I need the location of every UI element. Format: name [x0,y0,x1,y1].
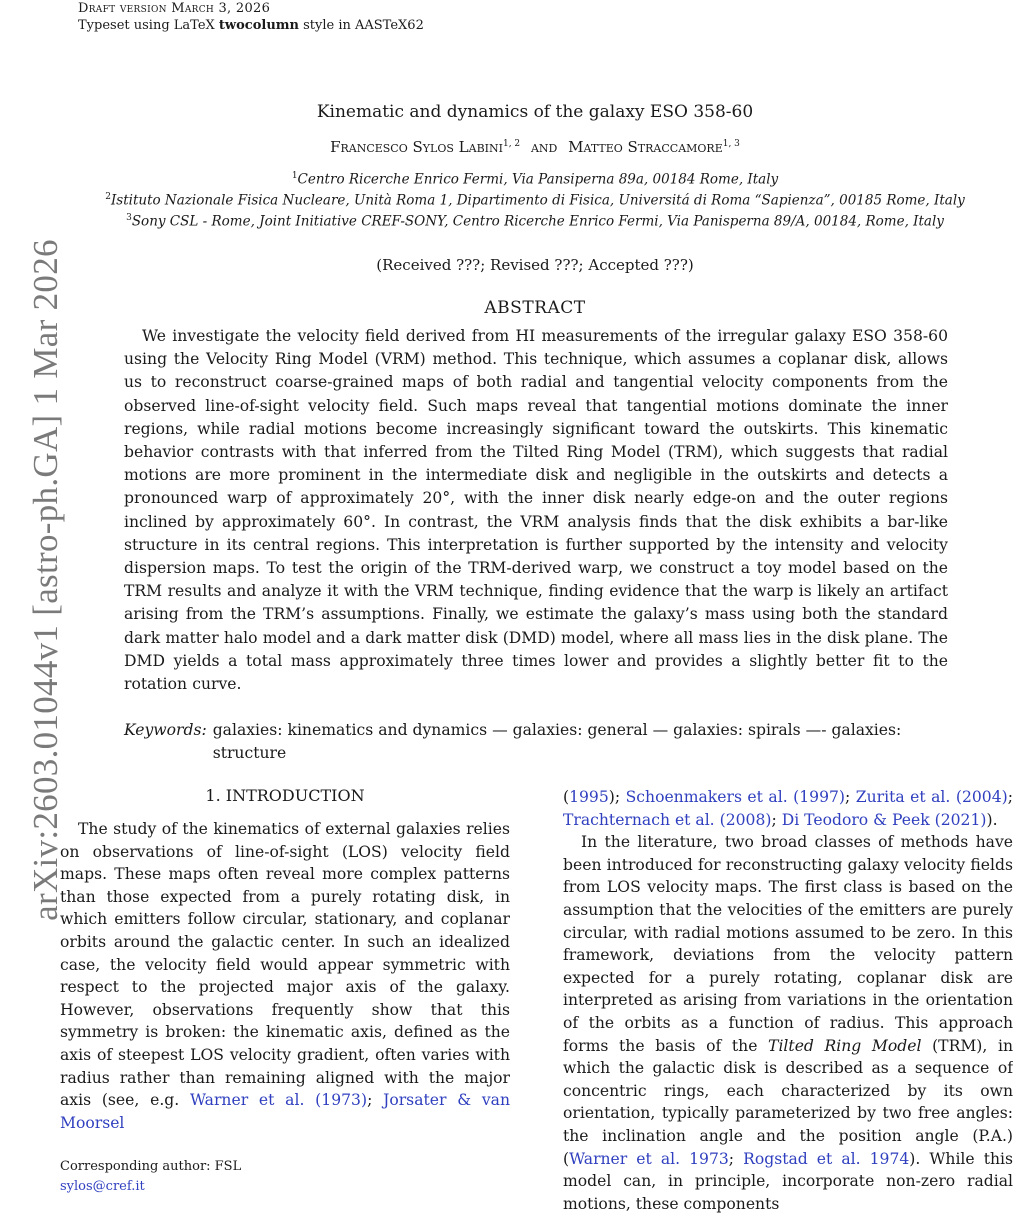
citation-schoenmakers-1997[interactable]: Schoenmakers et al. (1997) [625,788,846,806]
intro-paragraph-1: The study of the kinematics of external galaxies relies on observations of line-of-sight (LOS) velocity field maps. These maps often reveal more complex patterns than those expected from a purely rotating disk, in which emitters follow circular, stationary, and coplanar orbits around the galactic center. In such an idealized case, the velocity field would appear symmetric with respect to the projected major axis of the galaxy. However, observations frequently show that this symmetry is broken: the kinematic axis, defined as the axis of steepest LOS velocity gradient, often varies with radius rather than remaining aligned with the major axis (see, e.g. Warner et al. (1973); Jorsater & van Moorsel [60,820,510,1132]
keywords [124,719,948,765]
right-column [563,786,1013,1215]
section-heading-introduction: 1. INTRODUCTION [205,786,365,805]
citation-di-teodoro-peek-2021[interactable]: Di Teodoro & Peek (2021) [781,810,987,829]
citation-warner-1973[interactable]: Warner et al. (1973) [190,1091,368,1110]
citation-jorsater-van-moorsel[interactable]: Jorsater & van Moorsel [60,1091,510,1132]
citation-trachternach-2008[interactable]: Trachternach et al. (2008) [563,810,772,829]
left-column [60,818,510,1134]
corresponding-author-footnote [60,1157,241,1197]
author-conjunction: and [530,138,558,156]
page-header [78,0,424,34]
latex-logo: LaTeX [173,18,215,33]
abstract-heading: ABSTRACT [484,298,586,318]
typeset-line: Typeset using LaTeX twocolumn style in AASTeX62 [78,18,424,33]
citation-warner-1973-b[interactable]: Warner et al. 1973 [569,1149,729,1168]
author-1: Francesco Sylos Labini [330,138,503,156]
paper-title: Kinematic and dynamics of the galaxy ESO 358-60 [316,102,754,122]
received-dates: (Received ???; Revised ???; Accepted ???) [376,256,694,274]
citation-zurita-2004[interactable]: Zurita et al. (2004) [855,788,1008,806]
citation-rogstad-1974[interactable]: Rogstad et al. 1974 [743,1149,910,1168]
draft-version: Draft version March 3, 2026 [78,1,271,16]
emphasis-tilted-ring-model: Tilted Ring Model [768,1036,922,1055]
author-email-link[interactable]: sylos@cref.it [60,1179,145,1194]
citation-year-1995[interactable]: 1995 [569,788,609,806]
arxiv-stamp: arXiv:2603.01044v1 [astro-ph.GA] 1 Mar 2026 [26,239,65,921]
abstract-text: We investigate the velocity field derived from HI measurements of the irregular galaxy ESO 358-60 using the Velocity Ring Model (VRM) method. This technique, which assumes a coplanar disk, allows us to reconstruct coarse-grained maps of both radial and tangential velocity components from the observed line-of-sight velocity field. Such maps reveal that tangential motions dominate the inner regions, while radial motions become increasingly significant toward the outskirts. This kinematic behavior contrasts with that inferred from the Tilted Ring Model (TRM), which suggests that radial motions are more prominent in the intermediate disk and negligible in the outskirts and detects a pronounced warp of approximately 20°, with the inner disk nearly edge-on and the outer regions inclined by approximately 60°. In contrast, the VRM analysis finds that the disk exhibits a bar-like structure in its central regions. This interpretation is further supported by the intensity and velocity dispersion maps. To test the origin of the TRM-derived warp, we construct a toy model based on the TRM results and analyze it with the VRM technique, finding evidence that the warp is likely an artifact arising from the TRM’s assumptions. Finally, we estimate the galaxy’s mass using both the standard dark matter halo model and a dark matter disk (DMD) model, where all mass lies in the disk plane. The DMD yields a total mass approximately three times lower and provides a slightly better fit to the rotation curve. [124,327,948,694]
affiliation-1: $^1$Centro Ricerche Enrico Fermi, Via Pansiperna 89a, 00184 Rome, Italy [291,171,779,188]
intro-paragraph-1-continued: (1995); Schoenmakers et al. (1997); Zurita et al. (2004); Trachternach et al. (2008); Di Teodoro & Peek (2021)). [563,788,1013,829]
affiliation-3: $^3$Sony CSL - Rome, Joint Initiative CREF-SONY, Centro Ricerche Enrico Fermi, Via Panisperna 89/A, 00184, Rome, Italy [126,213,944,230]
corresponding-author: Corresponding author: FSL [60,1159,242,1174]
keywords-label: Keywords: [124,721,207,739]
affiliation-2: $^2$Istituto Nazionale Fisica Nucleare, Unità Roma 1, Dipartimento di Fisica, Universitá di Roma “Sapienza”, 00185 Rome, Italy [105,192,965,209]
author-2: Matteo Straccamore [568,138,723,156]
keywords-list: galaxies: kinematics and dynamics — galaxies: general — galaxies: spirals —- galaxies: structure [212,721,902,762]
author-line: Francesco Sylos Labini$^{1, 2}$ and Matteo Straccamore$^{1, 3}$ [330,138,740,156]
intro-paragraph-2: In the literature, two broad classes of methods have been introduced for reconstructing galaxy velocity fields from LOS velocity maps. The first class is based on the assumption that the velocities of the emitters are purely circular, with radial motions assumed to be zero. In this framework, deviations from the velocity pattern expected for a purely rotating, coplanar disk are interpreted as arising from variations in the orientation of the orbits as a function of radius. This approach forms the basis of the Tilted Ring Model (TRM), in which the galactic disk is described as a sequence of concentric rings, each characterized by its own orientation, typically parameterized by two free angles: the inclination angle and the position angle (P.A.)(Warner et al. 1973; Rogstad et al. 1974). While this model can, in principle, incorporate non-zero radial motions, these components [563,833,1013,1213]
